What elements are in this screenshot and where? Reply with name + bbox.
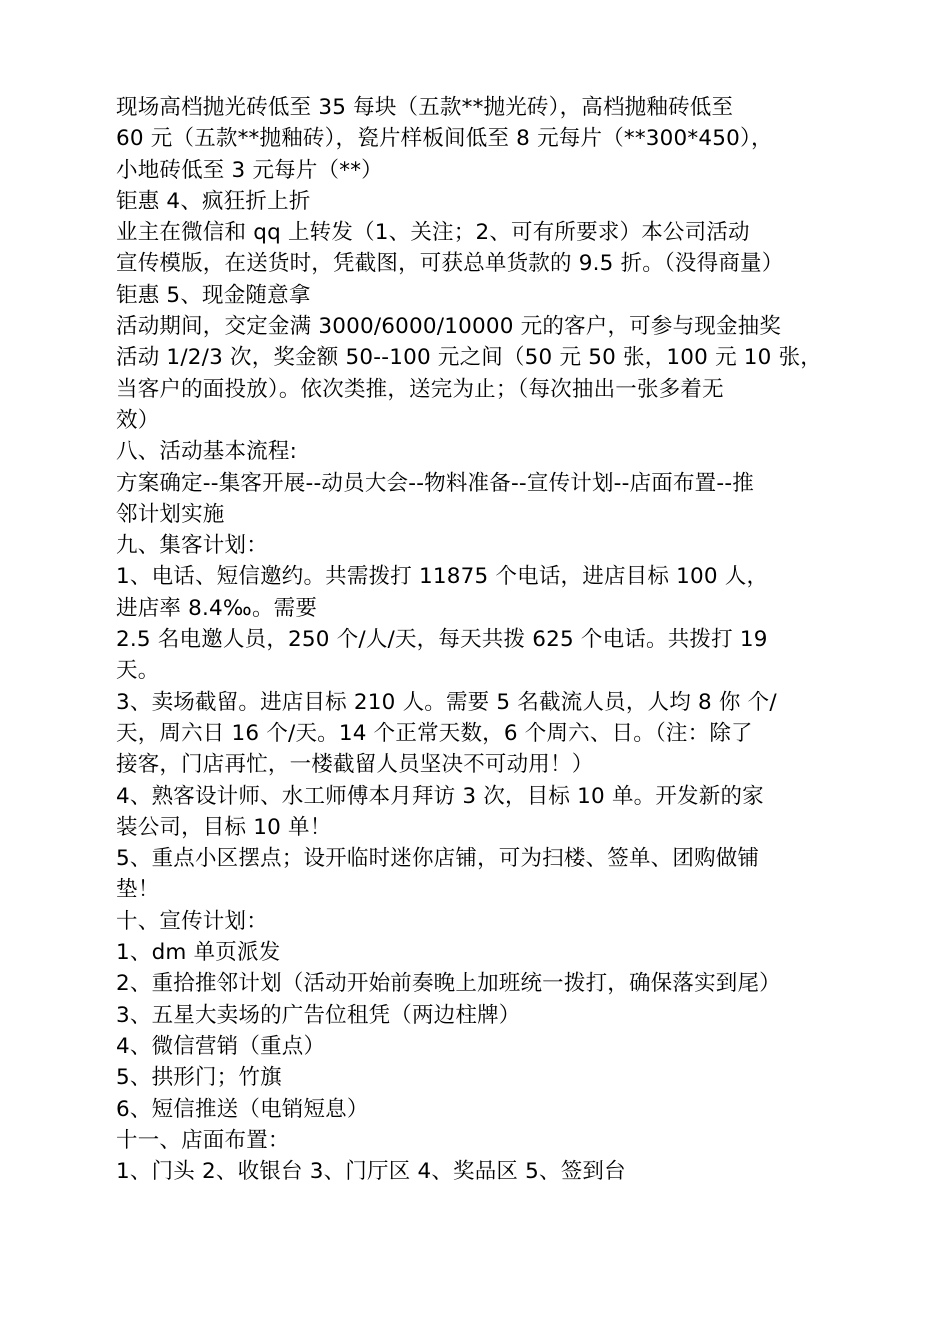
list-item: 2、重拾推邻计划（活动开始前奏晚上加班统一拨打，确保落实到尾） — [116, 971, 781, 997]
list-item: 5、拱形门；竹旗 — [116, 1065, 282, 1091]
text-line: 宣传模版，在送货时，凭截图，可获总单货款的 9.5 折。（没得商量） — [116, 251, 784, 277]
text-line: 4、熟客设计师、水工师傅本月拜访 3 次，目标 10 单。开发新的家 — [116, 783, 764, 809]
text-line: 邻计划实施 — [116, 501, 225, 527]
text-line: 方案确定--集客开展--动员大会--物料准备--宣传计划--店面布置--推 — [116, 470, 754, 496]
text-line: 活动 1/2/3 次，奖金额 50--100 元之间（50 元 50 张，100 元 10 张， — [116, 345, 822, 371]
text-line: 装公司，目标 10 单！ — [116, 814, 332, 840]
text-line: 进店率 8.4‰。需要 — [116, 595, 318, 621]
list-item: 1、dm 单页派发 — [116, 940, 281, 966]
text-line: 天。 — [116, 658, 160, 684]
text-line: 钜惠 4、疯狂折上折 — [116, 188, 311, 214]
section-heading: 十一、店面布置： — [116, 1127, 290, 1153]
text-line: 天，周六日 16 个/天。14 个正常天数，6 个周六、日。（注：除了 — [116, 720, 753, 746]
document-body — [116, 92, 856, 1187]
text-line: 当客户的面投放）。依次类推，送完为止；（每次抽出一张多着无 — [116, 376, 724, 402]
text-line: 5、重点小区摆点；设开临时迷你店铺，可为扫楼、签单、团购做铺 — [116, 846, 760, 872]
text-line: 3、卖场截留。进店目标 210 人。需要 5 名截流人员，人均 8 你 个/ — [116, 689, 777, 715]
text-line: 60 元（五款**抛釉砖），瓷片样板间低至 8 元每片（**300*450）， — [116, 126, 773, 152]
text-line: 效） — [116, 407, 160, 433]
section-heading: 八、活动基本流程: — [116, 439, 298, 465]
text-line: 垫！ — [116, 877, 160, 903]
text-line: 小地砖低至 3 元每片（**） — [116, 157, 383, 183]
list-item: 6、短信推送（电销短息） — [116, 1096, 369, 1122]
text-line: 活动期间，交定金满 3000/6000/10000 元的客户，可参与现金抽奖 — [116, 314, 782, 340]
text-line: 钜惠 5、现金随意拿 — [116, 282, 311, 308]
section-heading: 十、宣传计划： — [116, 908, 268, 934]
list-item: 1、门头 2、收银台 3、门厅区 4、奖品区 5、签到台 — [116, 1159, 626, 1185]
text-line: 现场高档抛光砖低至 35 每块（五款**抛光砖），高档抛釉砖低至 — [116, 95, 734, 120]
text-line: 业主在微信和 qq 上转发（1、关注；2、可有所要求）本公司活动 — [116, 220, 750, 246]
list-item: 3、五星大卖场的广告位租凭（两边柱牌） — [116, 1002, 521, 1028]
text-line: 2.5 名电邀人员，250 个/人/天，每天共拨 625 个电话。共拨打 19 — [116, 627, 768, 653]
text-line: 1、电话、短信邀约。共需拨打 11875 个电话，进店目标 100 人， — [116, 564, 769, 590]
list-item: 4、微信营销（重点） — [116, 1033, 326, 1059]
text-line: 接客，门店再忙，一楼截留人员坚决不可动用！） — [116, 752, 594, 778]
section-heading: 九、集客计划： — [116, 533, 268, 559]
